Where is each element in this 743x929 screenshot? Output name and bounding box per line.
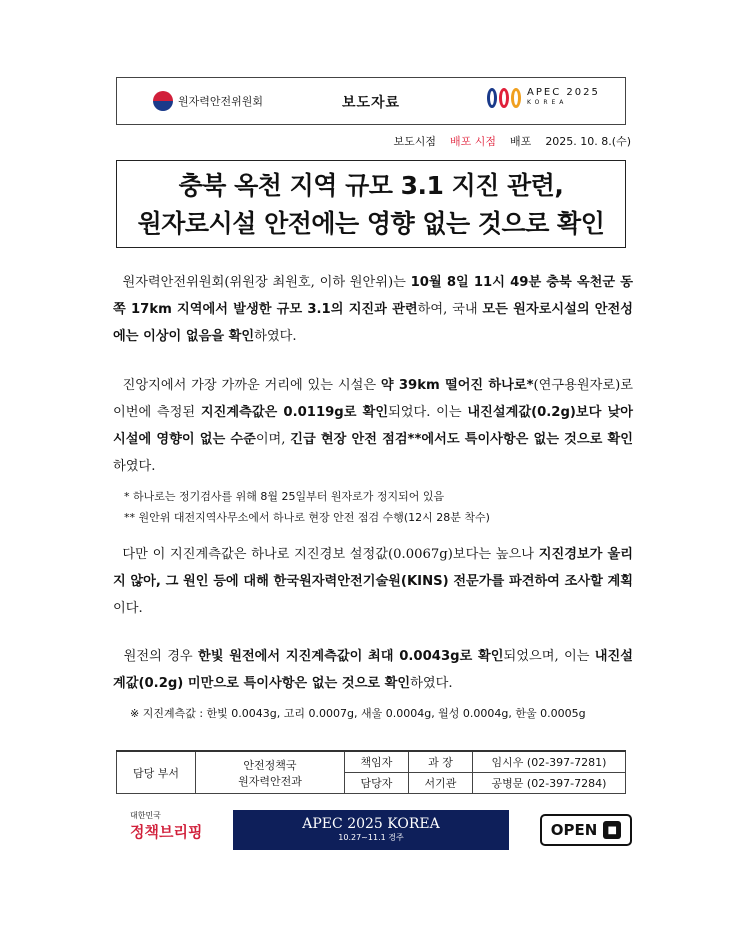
p2-text: 진앙지에서 가장 가까운 거리에 있는 시설은 (122, 378, 381, 393)
dist-date: 2025. 10. 8.(수) (545, 135, 631, 148)
person-icon: ■ (603, 821, 621, 839)
p2-text: 되었다. 이는 (388, 405, 468, 420)
p4-text: 하였다. (410, 676, 453, 691)
contact-table (116, 750, 626, 794)
release-label: 보도시점 (393, 135, 437, 148)
p4-text: 되었으며, 이는 (503, 649, 595, 664)
footnote-3: ※ 지진계측값 : 한빛 0.0043g, 고리 0.0007g, 새울 0.0004g, 월성 0.0004g, 한울 0.0005g (130, 707, 586, 720)
apec-logo (487, 88, 600, 108)
role-1: 책임자 (345, 751, 409, 773)
brief-name: 정책브리핑 (130, 823, 203, 841)
dist-label: 배포 (510, 135, 532, 148)
p2-bold: 내진설계값(0.2g)보다 낮아 시설에 영향이 없는 수준 (113, 405, 633, 447)
footnote-1: * 하나로는 정기검사를 위해 8월 25일부터 원자로가 정지되어 있음 (124, 490, 445, 503)
p2-bold: 긴급 현장 안전 점검**에서도 특이사항은 없는 것으로 확인 (290, 432, 633, 447)
headline-line1: 충북 옥천 지역 규모 3.1 지진 관련, (178, 171, 564, 200)
p4-text: 원전의 경우 (123, 649, 198, 664)
p3-text: 다만 이 지진계측값은 하나로 지진경보 설정값(0.0067g)보다는 높으나 (122, 547, 539, 562)
banner-sub: 10.27~11.1 경주 (338, 833, 404, 842)
org-name: 원자력안전위원회 (178, 95, 264, 108)
p2-text: 이며, (255, 432, 291, 447)
press-header (116, 77, 626, 125)
banner-title: APEC 2025 KOREA (302, 816, 440, 832)
headline (116, 160, 626, 248)
p3-text: 이다. (113, 601, 143, 616)
title-2: 서기관 (409, 773, 473, 794)
apec-title: APEC 2025 (527, 87, 600, 98)
paragraph-4 (113, 643, 633, 697)
paragraph-2 (113, 372, 633, 480)
p1-bold: 10월 8일 11시 49분 충북 옥천군 동쪽 17km 지역에서 발생한 규모 3.1의 지진과 관련 (113, 275, 633, 317)
p1-text: 하였다. (254, 329, 297, 344)
apec-sub: KOREA (527, 99, 568, 106)
paragraph-3 (113, 541, 633, 622)
p4-bold: 한빛 원전에서 지진계측값이 최대 0.0043g로 확인 (198, 649, 504, 664)
footer (0, 810, 743, 850)
p1-text: 하여, 국내 (417, 302, 483, 317)
dept-label: 담당 부서 (117, 751, 196, 794)
footnote-2: ** 원안위 대전지역사무소에서 하나로 현장 안전 점검 수행(12시 28분 착수) (124, 511, 490, 524)
dept-name-1: 안전정책국 (243, 758, 297, 772)
dept-name (196, 751, 345, 794)
release-value: 배포 시점 (450, 135, 497, 148)
open-license-badge (540, 814, 632, 846)
p1-bold: 모든 원자로시설의 안전성에는 이상이 없음을 확인 (113, 302, 633, 344)
p2-bold: 지진계측값은 0.0119g로 확인 (200, 405, 389, 420)
role-2: 담당자 (345, 773, 409, 794)
p1-text: 원자력안전위원회(위원장 최원호, 이하 원안위)는 (122, 275, 411, 290)
person-1: 임시우 (02-397-7281) (473, 751, 626, 773)
apec-mark-icon (487, 88, 521, 108)
apec-banner[interactable] (233, 810, 509, 850)
p2-text: (연구용원자로)로 이번에 측정된 (113, 378, 633, 420)
p3-bold: 지진경보가 울리지 않아, 그 원인 등에 대해 한국원자력안전기술원(KINS) 전문가를 파견하여 조사할 계획 (113, 547, 633, 589)
dept-name-2: 원자력안전과 (238, 774, 302, 788)
p2-text: 하였다. (113, 459, 156, 474)
open-label: OPEN (550, 821, 598, 839)
p4-bold: 내진설계값(0.2g) 미만으로 특이사항은 없는 것으로 확인 (113, 649, 633, 691)
headline-line2: 원자로시설 안전에는 영향 없는 것으로 확인 (137, 209, 605, 238)
doc-type: 보도자료 (341, 95, 401, 111)
p2-bold: 약 39km 떨어진 하나로* (380, 378, 534, 393)
title-1: 과 장 (409, 751, 473, 773)
release-meta (394, 133, 631, 149)
brief-small: 대한민국 (130, 811, 161, 820)
policy-briefing-logo[interactable] (130, 810, 202, 842)
paragraph-1 (113, 269, 633, 350)
person-2: 공병문 (02-397-7284) (473, 773, 626, 794)
